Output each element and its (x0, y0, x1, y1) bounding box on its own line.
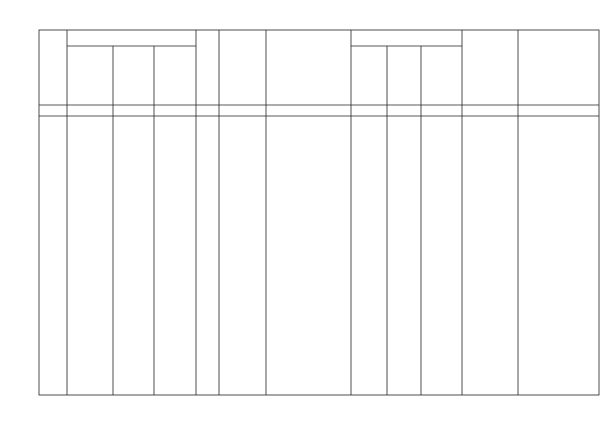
column-lines (67, 30, 518, 395)
table-frame (39, 30, 599, 395)
